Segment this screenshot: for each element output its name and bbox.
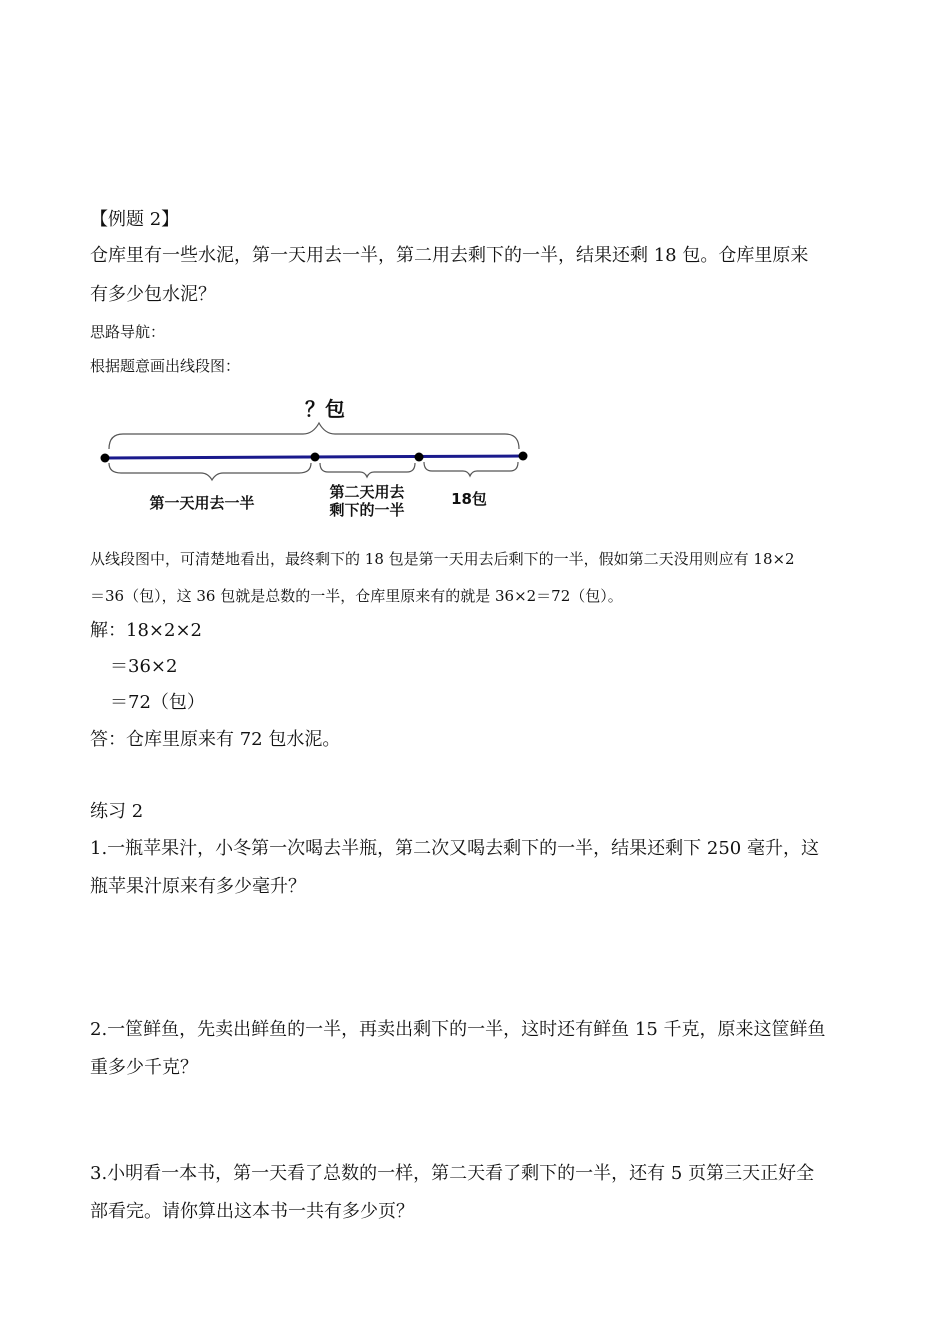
solution-line-3: ＝72（包） bbox=[110, 692, 205, 713]
question-3-line-1: 3.小明看一本书，第一天看了总数的一样，第二天看了剩下的一半，还有 5 页第三天正好全 bbox=[90, 1163, 815, 1184]
explanation-line-2: ＝36（包），这 36 包就是总数的一半，仓库里原来有的就是 36×2＝72（包）。 bbox=[90, 587, 623, 605]
line-segment-diagram bbox=[95, 388, 535, 528]
question-2-line-1: 2.一筐鲜鱼，先卖出鲜鱼的一半，再卖出剩下的一半，这时还有鲜鱼 15 千克，原来这筐鲜鱼 bbox=[90, 1019, 826, 1040]
hint-label: 思路导航： bbox=[90, 323, 166, 341]
segment3-label: 18包 bbox=[451, 490, 487, 508]
total-label: ？包 bbox=[305, 397, 345, 421]
segment-point-2 bbox=[415, 453, 424, 462]
problem-text-line-2: 有多少包水泥？ bbox=[90, 284, 216, 305]
segment1-label: 第一天用去一半 bbox=[149, 494, 255, 512]
answer-line: 答：仓库里原来有 72 包水泥。 bbox=[90, 729, 341, 750]
solution-line-1: 解：18×2×2 bbox=[90, 620, 202, 641]
segment3-brace bbox=[424, 462, 518, 476]
question-1-line-2: 瓶苹果汁原来有多少毫升？ bbox=[90, 876, 306, 897]
question-1-line-1: 1.一瓶苹果汁，小冬第一次喝去半瓶，第二次又喝去剩下的一半，结果还剩下 250 毫升，这 bbox=[90, 838, 819, 859]
diagram-intro: 根据题意画出线段图： bbox=[90, 357, 241, 375]
segment-point-1 bbox=[311, 453, 320, 462]
problem-text-line-1: 仓库里有一些水泥，第一天用去一半，第二用去剩下的一半，结果还剩 18 包。仓库里原来 bbox=[90, 245, 809, 266]
explanation-line-1: 从线段图中，可清楚地看出，最终剩下的 18 包是第一天用去后剩下的一半，假如第二天没用则应有 18×2 bbox=[90, 550, 795, 568]
segment-point-end bbox=[519, 452, 528, 461]
solution-line-2: ＝36×2 bbox=[110, 656, 178, 677]
segment2-label-line1: 第二天用去 bbox=[329, 483, 405, 501]
practice-heading: 练习 2 bbox=[90, 801, 144, 822]
question-2-line-2: 重多少千克？ bbox=[90, 1057, 198, 1078]
segment1-brace bbox=[109, 463, 311, 480]
example-heading: 【例题 2】 bbox=[90, 209, 180, 230]
segment2-label-line2: 剩下的一半 bbox=[329, 501, 405, 519]
question-3-line-2: 部看完。请你算出这本书一共有多少页？ bbox=[90, 1201, 414, 1222]
segment2-brace bbox=[320, 463, 415, 477]
segment-point-start bbox=[101, 454, 110, 463]
total-brace bbox=[109, 423, 519, 449]
